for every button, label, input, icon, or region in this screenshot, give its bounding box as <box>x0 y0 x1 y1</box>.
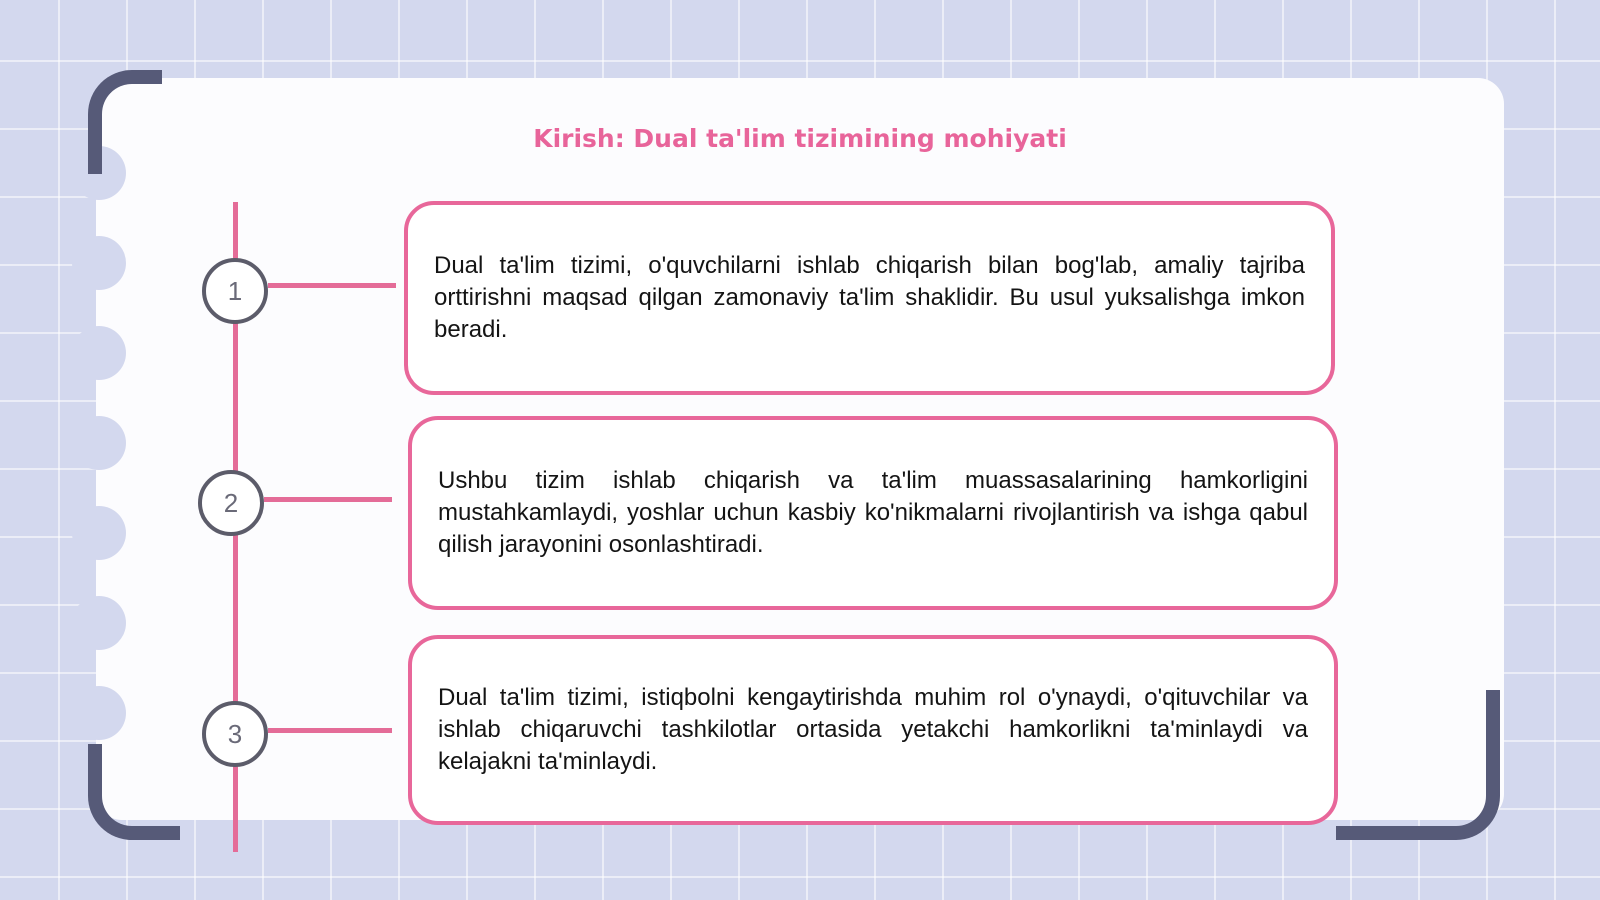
timeline-connector <box>268 283 396 288</box>
page-edge-scallop <box>72 506 126 560</box>
step-number: 2 <box>223 487 239 518</box>
step-number: 1 <box>227 275 243 306</box>
step-text: Dual ta'lim tizimi, istiqbolni kengaytirishda muhim rol o'ynaydi, o'qituvchilar va ishlab chiqaruvchi tashkilotlar ortasida yetakchi hamkorlikni ta'minlaydi va kelajakni ta'minlaydi. <box>438 684 1308 775</box>
timeline-connector <box>264 497 392 502</box>
timeline-connector <box>268 728 392 733</box>
page-edge-scallop <box>72 416 126 470</box>
step-marker-2 <box>198 470 264 536</box>
page-edge-scallop <box>72 326 126 380</box>
corner-bracket-bottom-left <box>88 744 180 840</box>
slide-title: Kirish: Dual ta'lim tizimining mohiyati <box>533 124 1067 153</box>
step-text: Dual ta'lim tizimi, o'quvchilarni ishlab chiqarish bilan bog'lab, amaliy tajriba orttirishni maqsad qilgan zamonaviy ta'lim shaklidir. Bu usul yuksalishga imkon beradi. <box>434 252 1305 343</box>
page-edge-scallop <box>72 596 126 650</box>
step-box-2 <box>408 416 1338 610</box>
page-edge-scallop <box>72 236 126 290</box>
step-number: 3 <box>227 718 243 749</box>
step-marker-1 <box>202 258 268 324</box>
step-box-1 <box>404 201 1335 395</box>
corner-bracket-top-left <box>88 70 162 174</box>
step-box-3 <box>408 635 1338 825</box>
step-marker-3 <box>202 701 268 767</box>
corner-bracket-bottom-right <box>1336 690 1500 840</box>
step-text: Ushbu tizim ishlab chiqarish va ta'lim muassasalarining hamkorligini mustahkamlaydi, yoshlar uchun kasbiy ko'nikmalarni rivojlantirish va ishga qabul qilish jarayonini osonlashtiradi. <box>438 467 1308 558</box>
page-edge-scallop <box>72 686 126 740</box>
